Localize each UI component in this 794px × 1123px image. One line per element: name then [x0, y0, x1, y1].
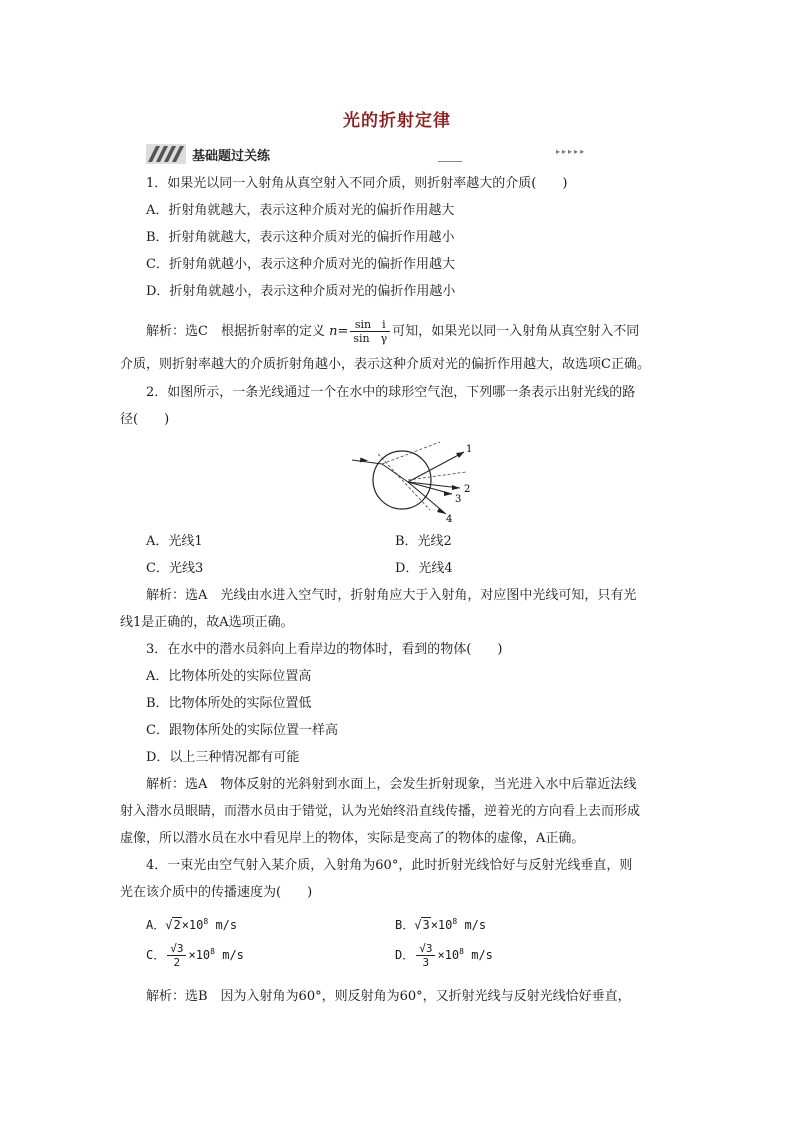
q2-option-b: B．光线2 [395, 534, 452, 549]
incident-arrow-icon [360, 457, 369, 463]
banner-label: 基础题过关练 [192, 149, 271, 164]
bubble-refraction-figure [348, 432, 488, 524]
q2-stem-line-2: 径( ) [120, 412, 170, 427]
q1-option-c: C．折射角就越小，表示这种介质对光的偏折作用越大 [146, 257, 455, 272]
q4-option-d-fraction [416, 942, 435, 969]
q4-option-d-unit: m/s [464, 948, 493, 962]
figure-label-2: 2 [464, 484, 471, 495]
q1-formula-n: n= [329, 324, 349, 339]
figure-label-4: 4 [446, 514, 453, 524]
q4-option-b [395, 913, 486, 934]
q4-answer-line-1: 解析：选B 因为入射角为60°，则反射角为60°，又折射光线与反射光线恰好垂直， [146, 989, 631, 1004]
q2-answer-line-2: 线1是正确的，故A选项正确。 [120, 615, 294, 630]
q3-answer-line-3: 虚像，所以潜水员在水中看见岸上的物体，实际是变高了的物体的虚像，A正确。 [120, 831, 585, 846]
q3-option-a: A．比物体所处的实际位置高 [146, 669, 312, 684]
q4-option-b-exp: 8 [452, 917, 458, 926]
q1-stem: 1．如果光以同一入射角从真空射入不同介质，则折射率越大的介质( ) [146, 176, 568, 191]
banner-arrows-icon: ▸▸▸▸▸ [556, 147, 587, 156]
q1-answer-prefix: 解析：选C 根据折射率的定义 [146, 324, 325, 339]
q1-answer-suffix: 可知，如果光以同一入射角从真空射入不同 [392, 324, 640, 339]
q4-option-a-sqrt: √2 [165, 918, 181, 932]
inner-ray [382, 464, 408, 482]
q1-option-b: B．折射角就越大，表示这种介质对光的偏折作用越小 [146, 230, 455, 245]
q4-option-d-denominator: 3 [422, 956, 430, 969]
q1-option-d: D．折射角就越小，表示这种介质对光的偏折作用越小 [146, 284, 456, 299]
q2-option-a: A．光线1 [146, 534, 203, 549]
q3-answer-line-1: 解析：选A 物体反射的光斜射到水面上，会发生折射现象，当光进入水中后靠近法线 [146, 777, 637, 792]
stripes-icon [146, 144, 186, 164]
q1-fraction-numerator: sin i [350, 318, 390, 332]
ray-1-arrow-icon [456, 452, 464, 458]
q4-option-d-prefix: D． [395, 948, 415, 962]
q2-stem-line-1: 2．如图所示，一条光线通过一个在水中的球形空气泡，下列哪一条表示出射光线的路 [146, 385, 636, 400]
q2-option-d: D．光线4 [395, 561, 453, 576]
q4-option-b-times: ×10 [430, 918, 453, 932]
page-title: 光的折射定律 [343, 111, 451, 131]
q4-option-a-unit: m/s [208, 918, 238, 932]
q4-option-a-prefix: A． [146, 918, 166, 932]
dashed-line-3 [408, 472, 466, 480]
q4-option-a-times: ×10 [181, 918, 204, 932]
figure-label-1: 1 [466, 444, 473, 455]
q4-option-a [146, 913, 237, 934]
q4-option-c-times: ×10 [188, 948, 211, 962]
q4-option-c-fraction [167, 942, 186, 969]
q4-option-c [146, 942, 244, 969]
q1-answer-line-2: 介质，则折射率越大的介质折射角越小，表示这种介质对光的偏折作用越大，故选项C正确。 [120, 357, 650, 372]
q1-fraction-denominator: sin γ [353, 332, 388, 345]
q4-option-c-prefix: C． [146, 948, 166, 962]
q3-stem: 3．在水中的潜水员斜向上看岸边的物体时，看到的物体( ) [146, 642, 503, 657]
q4-option-b-unit: m/s [457, 918, 487, 932]
q1-formula-fraction [350, 318, 390, 345]
q4-option-c-exp: 8 [210, 947, 215, 956]
q1-answer-line-1 [146, 318, 639, 345]
q1-option-a: A．折射角就越大，表示这种介质对光的偏折作用越大 [146, 203, 455, 218]
section-banner [146, 144, 587, 164]
q4-stem-line-1: 4．一束光由空气射入某介质，入射角为60°，此时折射光线恰好与反射光线垂直，则 [146, 858, 633, 873]
ray-1 [408, 452, 464, 482]
q4-option-c-unit: m/s [215, 948, 244, 962]
q3-option-d: D．以上三种情况都有可能 [146, 750, 300, 765]
q4-option-c-denominator: 2 [173, 956, 181, 969]
q4-stem-line-2: 光在该介质中的传播速度为( ) [120, 885, 313, 900]
q3-option-b: B．比物体所处的实际位置低 [146, 696, 312, 711]
q3-answer-line-2: 射入潜水员眼睛，而潜水员由于错觉，认为光始终沿直线传播，逆着光的方向看上去而形成 [120, 804, 641, 819]
ray-4-arrow-icon [437, 508, 446, 514]
q4-option-b-sqrt: √3 [414, 918, 430, 932]
q4-option-d [395, 942, 493, 969]
q4-option-b-prefix: B． [395, 918, 415, 932]
q4-option-a-exp: 8 [203, 917, 209, 926]
q3-option-c: C．跟物体所处的实际位置一样高 [146, 723, 338, 738]
q4-option-b-radicand: 3 [422, 918, 430, 932]
q4-option-d-exp: 8 [459, 947, 464, 956]
q4-option-d-numerator: √3 [416, 942, 435, 956]
figure-label-3: 3 [455, 494, 462, 505]
q2-option-c: C．光线3 [146, 561, 204, 576]
q2-answer-line-1: 解析：选A 光线由水进入空气时，折射角应大于入射角，对应图中光线可知，只有光 [146, 588, 637, 603]
q4-option-d-times: ×10 [437, 948, 460, 962]
q4-option-c-numerator: √3 [167, 942, 186, 956]
q4-option-a-radicand: 2 [173, 918, 181, 932]
banner-rule [438, 161, 462, 162]
